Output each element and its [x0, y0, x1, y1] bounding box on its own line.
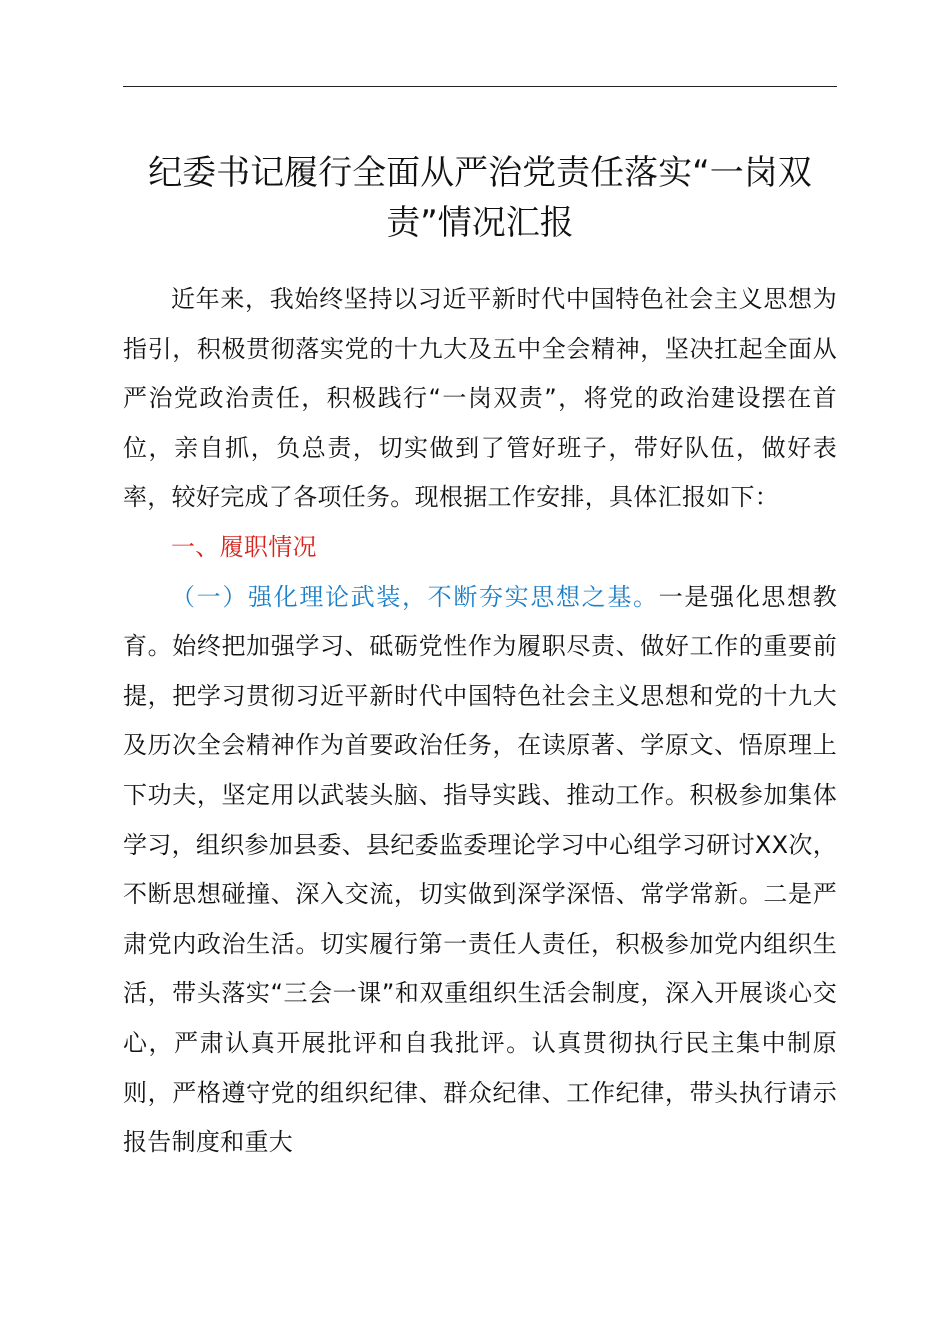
header-rule [123, 86, 837, 87]
intro-paragraph: 近年来，我始终坚持以习近平新时代中国特色社会主义思想为指引，积极贯彻落实党的十九大及五中全会精神，坚决扛起全面从严治党政治责任，积极践行“一岗双责”，将党的政治建设摆在首位，亲自抓，负总责，切实做到了管好班子，带好队伍，做好表率，较好完成了各项任务。现根据工作安排，具体汇报如下： [123, 285, 837, 512]
section-heading: 一、履职情况 [171, 532, 317, 561]
subsection-paragraph [123, 573, 837, 1168]
document-title: 纪委书记履行全面从严治党责任落实“一岗双责”情况汇报 [148, 153, 812, 243]
subsection-body: 一是强化思想教育。始终把加强学习、砥砺党性作为履职尽责、做好工作的重要前提，把学习贯彻习近平新时代中国特色社会主义思想和党的十九大及历次全会精神作为首要政治任务，在读原著、学原文、悟原理上下功夫，坚定用以武装头脑、指导实践、推动工作。积极参加集体学习，组织参加县委、县纪委监委理论学习中心组学习研讨XX次，不断思想碰撞、深入交流，切实做到深学深悟、常学常新。二是严肃党内政治生活。切实履行第一责任人责任，积极参加党内组织生活，带头落实“三会一课”和双重组织生活会制度，深入开展谈心交心，严肃认真开展批评和自我批评。认真贯彻执行民主集中制原则，严格遵守党的组织纪律、群众纪律、工作纪律，带头执行请示报告制度和重大 [123, 582, 837, 1157]
document-body [123, 275, 837, 1168]
subsection-heading: （一）强化理论武装，不断夯实思想之基。 [171, 582, 659, 611]
